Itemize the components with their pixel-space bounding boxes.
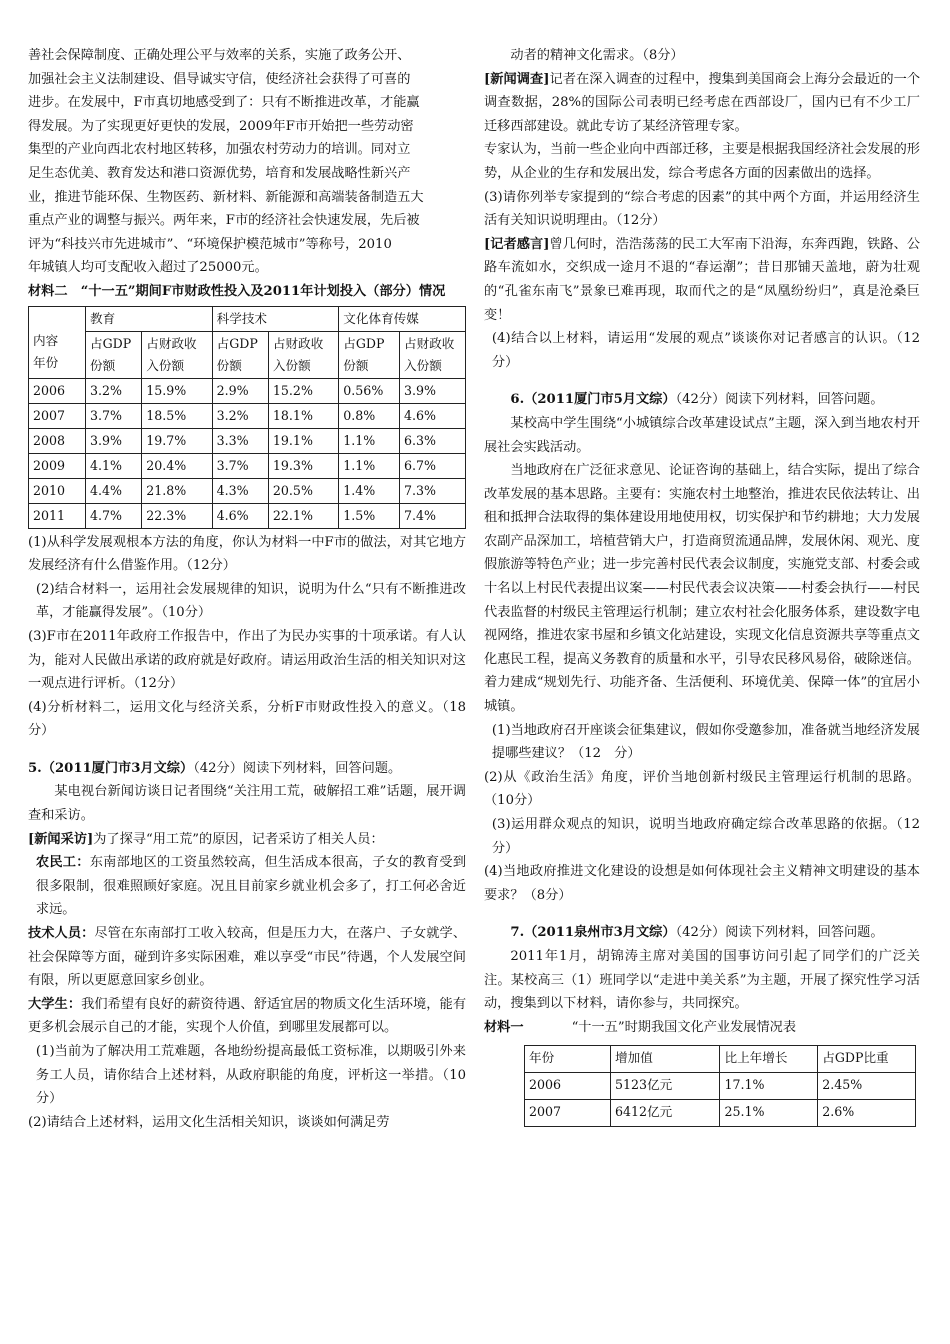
text-line: 足生态优美、教育发达和港口资源优势，培育和发展战略性新兴产 <box>28 165 411 181</box>
table-cell: 4.3% <box>212 478 268 503</box>
table-header: 占GDP比重 <box>818 1046 916 1073</box>
table-subheader: 占GDP份额 <box>339 331 400 378</box>
table-cell: 19.3% <box>268 453 338 478</box>
news-survey <box>484 68 920 139</box>
table-cell: 1.4% <box>339 478 400 503</box>
table-cell: 3.9% <box>400 378 466 403</box>
question-instructions: （42分）阅读下列材料，回答问题。 <box>675 925 884 941</box>
technician-text: 尽管在东南部打工收入较高，但是压力大，在落户、子女就学、社会保障等方面，碰到许多实际困难，难以享受“市民”待遇，个人发展空间有限，所以更愿意回家乡创业。 <box>28 926 467 989</box>
technician-tag: 技术人员： <box>28 926 95 942</box>
student-tag: 大学生： <box>28 996 82 1012</box>
table-row <box>525 1100 916 1127</box>
student-quote <box>28 993 466 1040</box>
reporter-feelings <box>484 233 920 327</box>
text-line: 业，推进节能环保、生物医药、新材料、新能源和高端装备制造五大 <box>28 189 424 205</box>
table-row <box>29 453 466 478</box>
table-cell: 3.7% <box>86 403 142 428</box>
table-cell: 2006 <box>525 1073 611 1100</box>
table-cell: 3.2% <box>212 403 268 428</box>
table-cell: 0.8% <box>339 403 400 428</box>
table-cell: 4.6% <box>212 503 268 528</box>
table-cell-year: 2006 <box>29 378 86 403</box>
table-cell: 25.1% <box>720 1100 818 1127</box>
table-row <box>29 478 466 503</box>
table-cell: 20.5% <box>268 478 338 503</box>
table-cell: 7.4% <box>400 503 466 528</box>
news-survey-text: 记者在深入调查的过程中，搜集到美国商会上海分会最近的一个调查数据，28%的国际公司表明已经考虑在西部设厂，国内已有不少工厂迁移西部建设。就此专访了某经济管理专家。 <box>484 71 921 134</box>
text-line: 进步。在发展中，F市真切地感受到了：只有不断推进改革，才能赢 <box>28 95 420 111</box>
question-number: 7. <box>510 925 525 941</box>
table-corner-cell <box>29 306 86 378</box>
question-6-header <box>484 388 920 412</box>
table-cell: 18.1% <box>268 403 338 428</box>
table-subheader: 占GDP份额 <box>212 331 268 378</box>
technician-quote <box>28 922 466 993</box>
question-instructions: （42分）阅读下列材料，回答问题。 <box>193 760 402 776</box>
question-5-2: (2)请结合上述材料，运用文化生活相关知识，谈谈如何满足劳 <box>28 1114 390 1130</box>
table-cell: 15.9% <box>142 378 212 403</box>
table-header-row <box>29 306 466 331</box>
material1-heading <box>484 1016 920 1040</box>
question-source: （2011厦门市5月文综） <box>524 392 676 408</box>
table-cell: 3.9% <box>86 428 142 453</box>
text-line: 得发展。为了实现更好更快的发展，2009年F市开始把一些劳动密 <box>28 118 414 134</box>
question-6-4: (4)当地政府推进文化建设的设想是如何体现社会主义精神文明建设的基本要求？（8分） <box>484 864 920 903</box>
table-header: 年份 <box>525 1046 611 1073</box>
table-cell: 5123亿元 <box>611 1073 720 1100</box>
table-cell-year: 2007 <box>29 403 86 428</box>
table-cell: 2007 <box>525 1100 611 1127</box>
table-cell: 2.45% <box>818 1073 916 1100</box>
table-header: 比上年增长 <box>720 1046 818 1073</box>
table-cell: 1.5% <box>339 503 400 528</box>
question-number: 5. <box>28 760 42 776</box>
question-5-header <box>28 757 466 781</box>
news-interview <box>28 828 466 852</box>
question-4-4: (4)分析材料二，运用文化与经济关系，分析F市财政性投入的意义。（18分） <box>28 699 466 739</box>
table-header-row <box>525 1046 916 1073</box>
table-row <box>29 503 466 528</box>
farmer-worker-text: 东南部地区的工资虽然较高，但生活成本很高，子女的教育受到很多限制，很难照顾好家庭。况且目前家乡就业机会多了，打工何必舍近求远。 <box>35 855 466 918</box>
table-cell: 22.1% <box>268 503 338 528</box>
left-column <box>28 44 466 1134</box>
table-cell: 20.4% <box>142 453 212 478</box>
table-cell-year: 2009 <box>29 453 86 478</box>
question-5-3: (3)请你列举专家提到的“综合考虑的因素”的其中两个方面，并运用经济生活有关知识说明理由。（12分） <box>484 189 920 229</box>
question-6-3: (3)运用群众观点的知识，说明当地政府确定综合改革思路的依据。（12分） <box>491 817 920 856</box>
table-cell-year: 2010 <box>29 478 86 503</box>
table-cell: 21.8% <box>142 478 212 503</box>
news-interview-tag: [新闻采访] <box>28 831 94 847</box>
table-cell: 7.3% <box>400 478 466 503</box>
table-cell: 1.1% <box>339 453 400 478</box>
table-row <box>29 403 466 428</box>
material1-label: 材料一 <box>484 1019 524 1035</box>
question-source: （2011泉州市3月文综） <box>524 925 676 941</box>
table-corner-bottom: 年份 <box>33 354 59 370</box>
table-corner-top: 内容 <box>33 332 59 348</box>
table-row <box>29 428 466 453</box>
question-5-2-continued: 动者的精神文化需求。（8分） <box>510 48 684 63</box>
table-group-header: 文化体育传媒 <box>339 306 466 331</box>
table-cell: 4.4% <box>86 478 142 503</box>
table-cell: 4.1% <box>86 453 142 478</box>
question-6-material: 当地政府在广泛征求意见、论证咨询的基础上，结合实际，提出了综合改革发展的基本思路。主要有：实施农村土地整治，推进农民依法转让、出租和抵押合法取得的集体建设用地使用权，切实保护和节约耕地；大力发展农副产品深加工，培植营销大户，打造商贸流通品牌，发展休闲、观光、度假旅游等特色产业；进一步完善村民代表会议制度，实施党支部、村委会或十名以上村民代表提出议案——村民代表会议决策——村委会执行——村民代表监督的村级民主管理运行机制；建立农村社会化服务体系，建设数字电视网络，推进农家书屋和乡镇文化站建设，实现文化信息资源共享等重点文化惠民工程，提高义务教育的质量和水平，引导农民移风易俗，破除迷信。着力建成“规划先行、功能齐备、生活便利、环境优美、保障一体”的宜居小城镇。 <box>484 463 920 715</box>
text-line: 重点产业的调整与振兴。两年来，F市的经济社会快速发展，先后被 <box>28 213 420 229</box>
table-cell: 17.1% <box>720 1073 818 1100</box>
student-text: 我们希望有良好的薪资待遇、舒适宜居的物质文化生活环境，能有更多机会展示自己的才能，实现个人价值，到哪里发展都可以。 <box>28 996 467 1036</box>
table-subheader: 占财政收入份额 <box>142 331 212 378</box>
table-subheader-row <box>29 331 466 378</box>
table-cell: 6.7% <box>400 453 466 478</box>
table-cell: 3.2% <box>86 378 142 403</box>
table-cell-year: 2008 <box>29 428 86 453</box>
table-row <box>525 1073 916 1100</box>
table-cell: 4.6% <box>400 403 466 428</box>
reporter-feelings-text: 曾几何时，浩浩荡荡的民工大军南下沿海，东奔西跑，铁路、公路车流如水，交织成一途月不退的“春运潮”；昔日那铺天盖地，蔚为壮观的“孔雀东南飞”景象已难再现，取而代之的是“凤凰纷纷归”，真是沧桑巨变！ <box>484 236 921 323</box>
text-line: 善社会保障制度、正确处理公平与效率的关系，实施了政务公开、 <box>28 48 411 63</box>
question-4-3: (3)F市在2011年政府工作报告中，作出了为民办实事的十项承诺。有人认为，能对人民做出承诺的政府就是好政府。请运用政治生活的相关知识对这一观点进行评析。（12分） <box>28 628 466 692</box>
right-column <box>484 44 920 1127</box>
question-4-2: (2)结合材料一，运用社会发展规律的知识，说明为什么“只有不断推进改革，才能赢得发展”。（10分） <box>35 581 466 621</box>
table-header: 增加值 <box>611 1046 720 1073</box>
material2-title: 材料二 “十一五”期间F市财政性投入及2011年计划投入（部分）情况 <box>28 283 446 299</box>
material1-text <box>28 44 466 280</box>
table-cell: 19.7% <box>142 428 212 453</box>
table-cell: 15.2% <box>268 378 338 403</box>
question-6-1: (1)当地政府召开座谈会征集建议，假如你受邀参加，准备就当地经济发展提哪些建议？（12 分） <box>491 722 920 762</box>
question-7-intro: 2011年1月，胡锦涛主席对美国的国事访问引起了同学们的广泛关注。某校高三（1）班同学以“走进中美关系”为主题，开展了探究性学习活动，搜集到以下材料，请你参与，共同探究。 <box>484 948 920 1012</box>
table-cell: 2.6% <box>818 1100 916 1127</box>
farmer-worker-quote <box>28 851 466 922</box>
question-6-intro: 某校高中学生围绕“小城镇综合改革建设试点”主题，深入到当地农村开展社会实践活动。 <box>484 415 920 455</box>
table-row <box>29 378 466 403</box>
question-instructions: （42分）阅读下列材料，回答问题。 <box>675 392 884 408</box>
question-7-header <box>484 921 920 945</box>
fiscal-investment-table <box>28 306 466 529</box>
table-subheader: 占财政收入份额 <box>400 331 466 378</box>
expert-opinion: 专家认为，当前一些企业向中西部迁移，主要是根据我国经济社会发展的形势，从企业的生存和发展出发，综合考虑各方面的因素做出的选择。 <box>484 142 920 181</box>
table-cell: 6.3% <box>400 428 466 453</box>
table-subheader: 占GDP份额 <box>86 331 142 378</box>
table-cell: 1.1% <box>339 428 400 453</box>
table-group-header: 科学技术 <box>212 306 339 331</box>
table-cell: 18.5% <box>142 403 212 428</box>
text-line: 加强社会主义法制建设、倡导诚实守信，使经济社会获得了可喜的 <box>28 71 411 87</box>
table-cell: 3.3% <box>212 428 268 453</box>
table-cell: 3.7% <box>212 453 268 478</box>
text-line: 年城镇人均可支配收入超过了25000元。 <box>28 260 268 276</box>
question-5-4: (4)结合以上材料，请运用“发展的观点”谈谈你对记者感言的认识。（12分） <box>491 331 920 370</box>
question-6-2: (2)从《政治生活》角度，评价当地创新村级民主管理运行机制的思路。（10分） <box>484 769 920 809</box>
news-interview-text: 为了探寻“用工荒”的原因，记者采访了相关人员： <box>93 831 384 847</box>
table-cell: 4.7% <box>86 503 142 528</box>
reporter-feelings-tag: [记者感言] <box>484 236 550 252</box>
news-survey-tag: [新闻调查] <box>484 71 550 87</box>
text-line: 集型的产业向西北农村地区转移，加强农村劳动力的培训。同对立 <box>28 142 411 158</box>
table-cell: 19.1% <box>268 428 338 453</box>
culture-industry-table <box>524 1045 916 1127</box>
question-5-1: (1)当前为了解决用工荒难题，各地纷纷提高最低工资标准，以期吸引外来务工人员，请你结合上述材料，从政府职能的角度，评析这一举措。（10分） <box>35 1044 466 1107</box>
table-cell: 2.9% <box>212 378 268 403</box>
table-group-header: 教育 <box>86 306 213 331</box>
table-cell: 22.3% <box>142 503 212 528</box>
question-number: 6. <box>510 392 525 408</box>
text-line: 评为“科技兴市先进城市”、“环境保护模范城市”等称号，2010 <box>28 236 392 252</box>
question-5-intro: 某电视台新闻访谈日记者围绕“关注用工荒，破解招工难”话题，展开调查和采访。 <box>28 784 466 824</box>
material1-title: “十一五”时期我国文化产业发展情况表 <box>571 1019 797 1035</box>
table-cell: 0.56% <box>339 378 400 403</box>
question-4-1: (1)从科学发展观根本方法的角度，你认为材料一中F市的做法，对其它地方发展经济有什么借鉴作用。（12分） <box>28 534 466 574</box>
table-cell-year: 2011 <box>29 503 86 528</box>
table-cell: 6412亿元 <box>611 1100 720 1127</box>
farmer-worker-tag: 农民工： <box>35 855 90 871</box>
table-subheader: 占财政收入份额 <box>268 331 338 378</box>
question-source: （2011厦门市3月文综） <box>41 760 194 776</box>
